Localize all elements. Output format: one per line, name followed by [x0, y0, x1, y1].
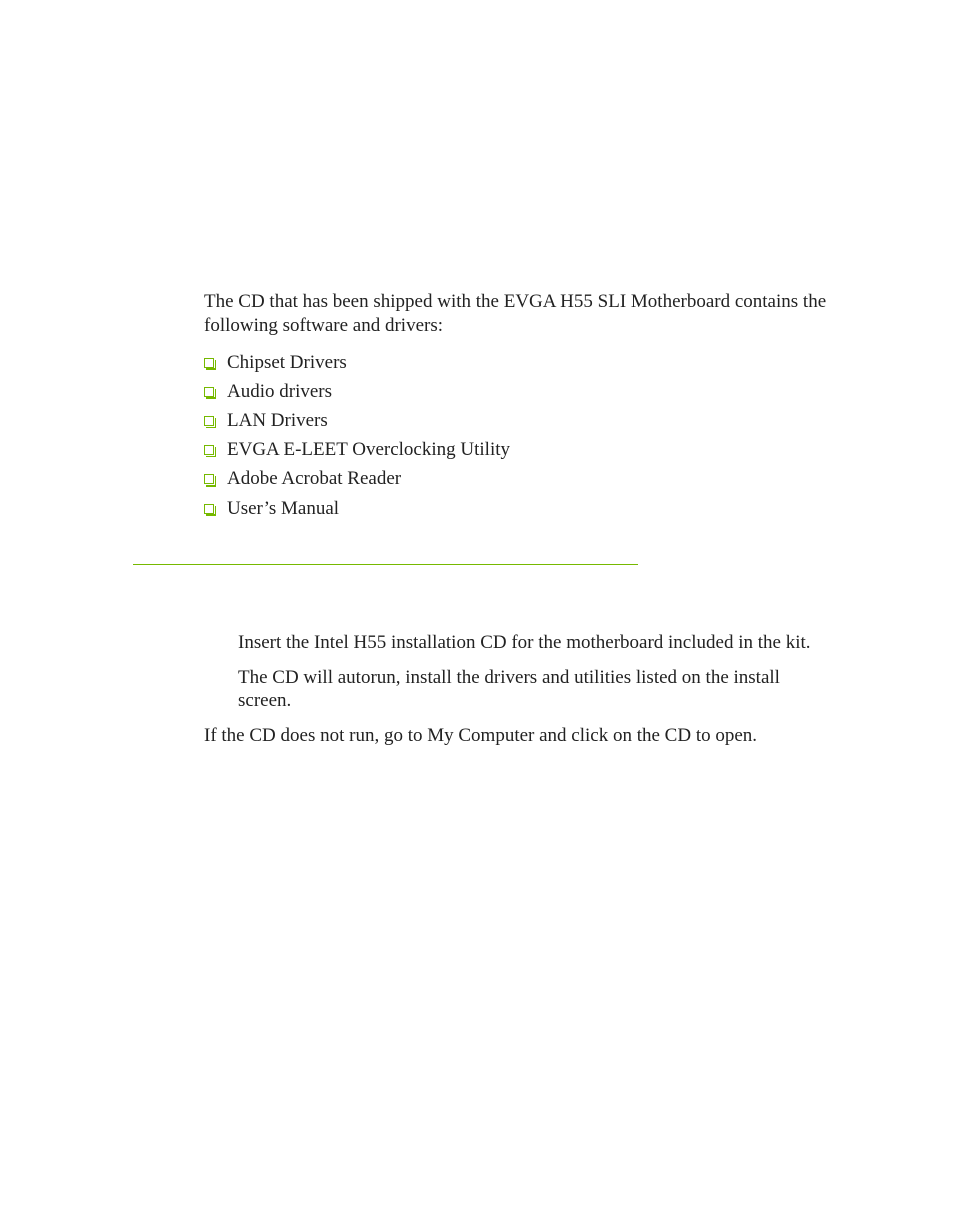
section-divider — [133, 564, 638, 565]
install-step-2: The CD will autorun, install the drivers and utilities listed on the install screen. — [238, 667, 780, 711]
list-item — [204, 377, 510, 406]
checkbox-icon — [204, 416, 214, 426]
list-item-label: EVGA E-LEET Overclocking Utility — [227, 439, 511, 461]
list-item — [204, 465, 510, 494]
list-item — [204, 494, 510, 523]
install-step-1: Insert the Intel H55 installation CD for the motherboard included in the kit. — [238, 632, 811, 653]
list-item — [204, 348, 510, 377]
intro-paragraph: The CD that has been shipped with the EVGA H55 SLI Motherboard contains the following software and drivers: — [204, 291, 827, 336]
checkbox-icon — [204, 387, 214, 397]
list-item-label: LAN Drivers — [227, 409, 328, 431]
software-list — [204, 348, 510, 523]
list-item — [204, 436, 510, 465]
list-item-label: Chipset Drivers — [227, 351, 347, 373]
list-item-label: Audio drivers — [227, 380, 333, 402]
checkbox-icon — [204, 504, 214, 514]
fallback-note: If the CD does not run, go to My Computer and click on the CD to open. — [204, 725, 758, 746]
list-item-label: Adobe Acrobat Reader — [227, 468, 402, 490]
list-item-label: User’s Manual — [227, 497, 340, 519]
checkbox-icon — [204, 445, 214, 455]
checkbox-icon — [204, 474, 214, 484]
list-item — [204, 406, 510, 435]
checkbox-icon — [204, 358, 214, 368]
